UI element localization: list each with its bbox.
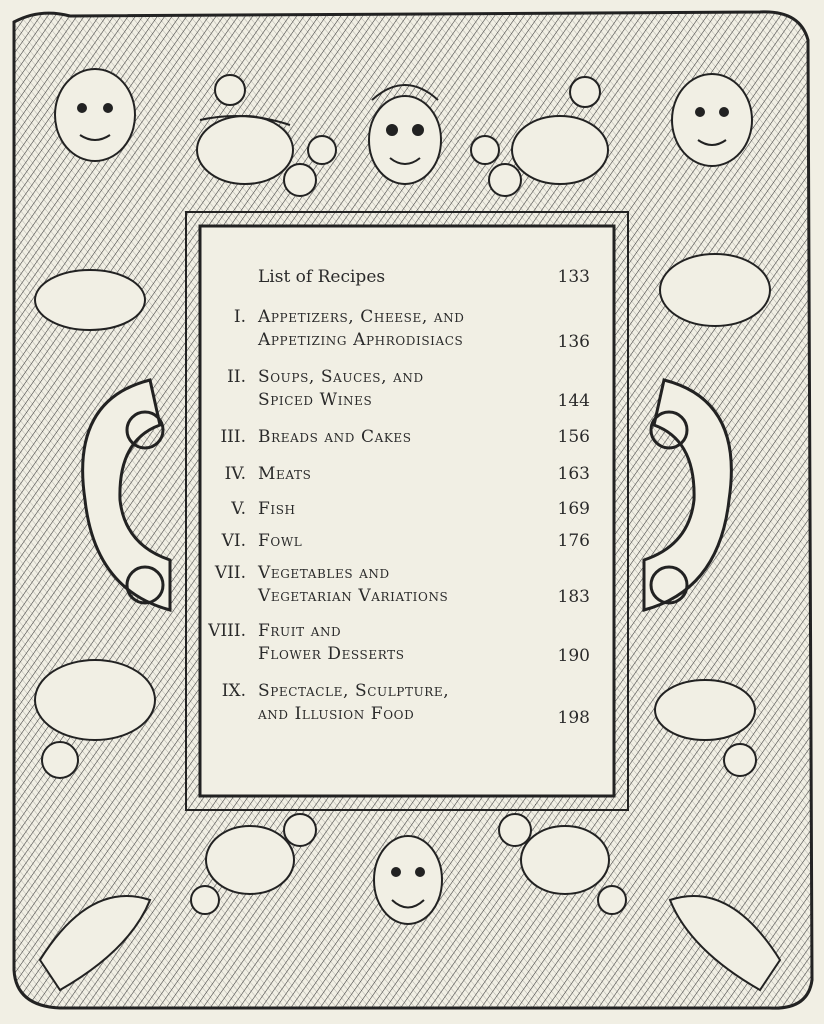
satyr-head-top-right: [672, 74, 752, 166]
toc-entry-numeral: II.: [227, 367, 246, 387]
toc-entry-title: Meats: [258, 464, 312, 484]
toc-entry-numeral: IX.: [221, 681, 246, 701]
toc-entry-numeral: IV.: [224, 464, 246, 484]
toc-entry-page: 136: [557, 332, 590, 352]
toc-entry-numeral: I.: [233, 307, 246, 327]
toc-entry-title: Vegetables and Vegetarian Variations: [258, 563, 449, 606]
toc-entry-numeral: VIII.: [208, 621, 246, 641]
toc-entry-title: Spectacle, Sculpture, and Illusion Food: [258, 681, 450, 724]
toc-entry-title: Fowl: [258, 531, 303, 551]
satyr-head-bottom: [374, 836, 442, 924]
toc-entry-title: Appetizers, Cheese, and Appetizing Aphrodisiacs: [258, 307, 465, 350]
toc-entry-page: 198: [557, 708, 590, 728]
satyr-head-top-left: [55, 69, 135, 161]
toc-entry-title: Breads and Cakes: [258, 427, 412, 447]
toc-entry-title: List of Recipes: [258, 267, 386, 287]
toc-entry-numeral: VII.: [214, 563, 246, 583]
toc-entry-page: 169: [557, 499, 590, 519]
toc-entry-page: 183: [557, 587, 590, 607]
toc-entry-page: 133: [557, 267, 590, 287]
toc-entry-numeral: V.: [231, 499, 246, 519]
toc-entry-title: Fruit and Flower Desserts: [258, 621, 405, 664]
toc-entry-page: 176: [557, 531, 590, 551]
toc-entry-page: 163: [557, 464, 590, 484]
toc-entry-title: Soups, Sauces, and Spiced Wines: [258, 367, 424, 410]
toc-entry-page: 144: [557, 391, 590, 411]
toc-entry-page: 156: [557, 427, 590, 447]
toc-entry-title: Fish: [258, 499, 296, 519]
toc-entry-page: 190: [557, 646, 590, 666]
toc-entry-numeral: VI.: [221, 531, 246, 551]
toc-entry-numeral: III.: [220, 427, 246, 447]
